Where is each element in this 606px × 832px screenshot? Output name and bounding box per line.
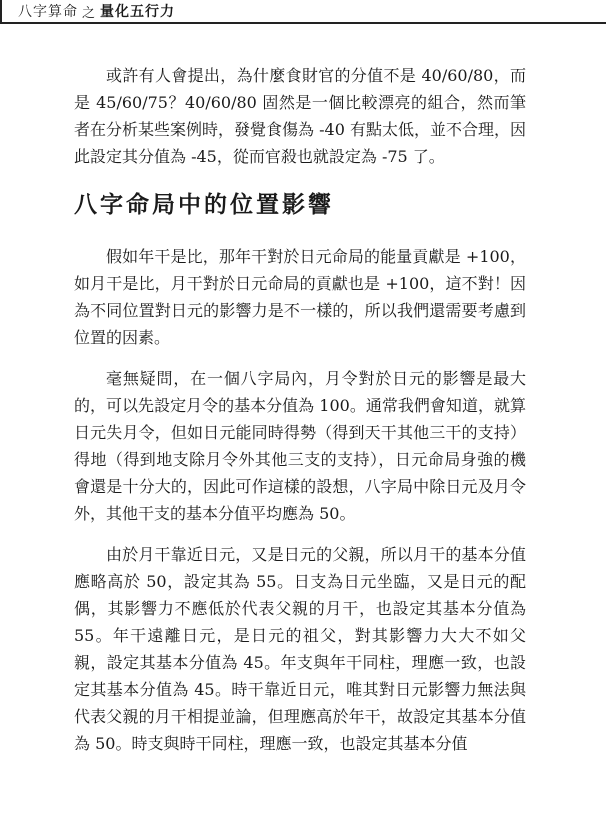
book-title-part2: 量化五行力 — [100, 4, 176, 20]
book-title-part1: 八字算命 — [18, 4, 78, 20]
running-header — [0, 0, 175, 22]
page-body — [74, 62, 526, 771]
header-rule — [0, 22, 606, 24]
paragraph-1: 假如年干是比，那年干對於日元命局的能量貢獻是 +100，如月干是比，月干對於日元命局的貢獻也是 +100，這不對！因為不同位置對日元的影響力是不一樣的，所以我們還需要考慮到位置的因素。 — [74, 247, 526, 347]
header-left-rule — [0, 0, 2, 24]
paragraph-3: 由於月干靠近日元，又是日元的父親，所以月干的基本分值應略高於 50，設定其為 55。日支為日元坐臨，又是日元的配偶，其影響力不應低於代表父親的月干，也設定其基本分值為 55。年干遠離日元，是日元的祖父，對其影響力大大不如父親，設定其基本分值為 45。年支與年干同柱，理應一致，也設定其基本分值為 45。時干靠近日元，唯其對日元影響力無法與代表父親的月干相提並論，但理應高於年干，故設定其基本分值為 50。時支與時干同柱，理應一致，也設定其基本分值 — [74, 545, 526, 753]
paragraph-2: 毫無疑問，在一個八字局內，月令對於日元的影響是最大的，可以先設定月令的基本分值為 100。通常我們會知道，就算日元失月令，但如日元能同時得勢（得到天干其他三干的支持）得地（得到地支除月令外其他三支的支持），日元命局身強的機會還是十分大的，因此可作這樣的設想，八字局中除日元及月令外，其他干支的基本分值平均應為 50。 — [74, 369, 526, 523]
header-separator: 之 — [82, 5, 97, 21]
section-heading: 八字命局中的位置影響 — [74, 191, 334, 218]
intro-paragraph: 或許有人會提出，為什麼食財官的分值不是 40/60/80，而是 45/60/75？40/60/80 固然是一個比較漂亮的組合，然而筆者在分析某些案例時，發覺食傷為 -40 有點太低，並不合理，因此設定其分值為 -45，從而官殺也就設定為 -75 了。 — [74, 66, 526, 166]
